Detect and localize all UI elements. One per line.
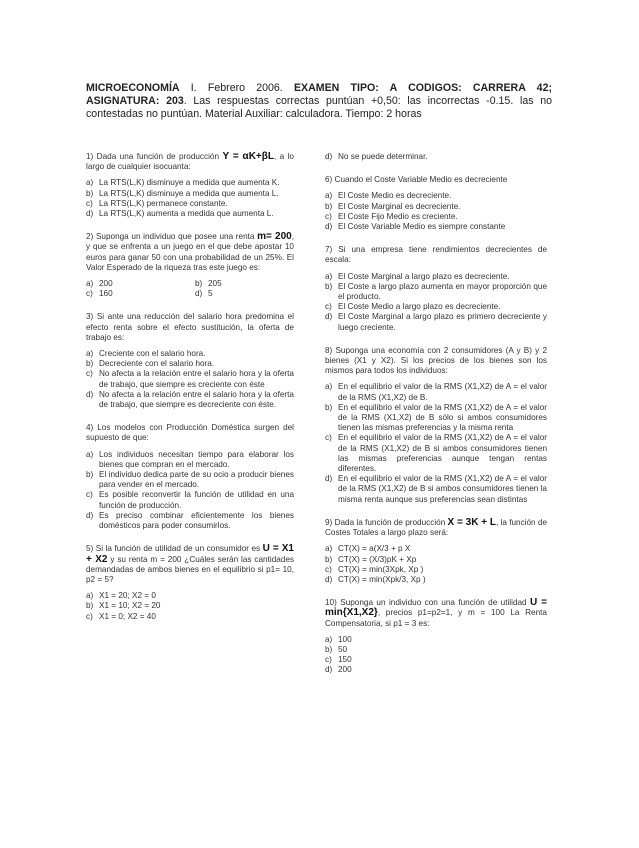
option-letter: d) [325,222,333,232]
option-text: El Coste Variable Medio es siempre constante [338,222,506,232]
answer-option [325,302,547,312]
answer-option [325,152,547,162]
option-text: Es posible reconvertir la función de utilidad en una función de producción. [99,490,294,510]
option-letter: d) [195,289,203,299]
option-letter: b) [325,281,333,291]
stem-formula: X = 3K + L [447,516,496,528]
option-letter: b) [325,554,333,564]
question-stem [325,598,547,629]
option-text: El Coste Marginal a largo plazo es primero decreciente y luego creciente. [338,312,547,332]
exam-date: I. Febrero 2006. [179,82,294,94]
answer-option [325,474,547,505]
option-text: No se puede determinar. [338,152,428,161]
option-letter: a) [86,178,94,188]
option-text: La RTS(L,K) disminuye a medida que aumenta L. [99,188,279,198]
stem-formula: m= 200 [257,231,292,243]
option-letter: a) [86,349,94,359]
question-stem [325,175,547,185]
option-letter: c) [325,302,332,312]
option-text: En el equilibrio el valor de la RMS (X1,X2) de A = el valor de la RMS (X1,X2) de B. [338,382,547,402]
option-text: X1 = 20; X2 = 0 [99,591,156,601]
answer-option [325,565,547,575]
option-letter: a) [325,382,333,392]
stem-text: 6) Cuando el Coste Variable Medio es decreciente [325,175,508,185]
stem-text: 9) Dada la función de producción [325,517,448,527]
question-stem [325,245,547,265]
option-letter: c) [325,211,332,221]
option-letter: c) [325,433,332,443]
option-text: En el equilibrio el valor de la RMS (X1,X2) de A = el valor de la RMS (X1,X2) de B si ambos consumidores tienen la misma renta aunque sus preferencias sean distintas [338,474,547,504]
option-letter: b) [195,279,203,289]
question [325,598,547,675]
question-stem [86,312,294,343]
option-text: Decreciente con el salario hora. [99,359,215,369]
option-letter: a) [325,544,333,554]
answer-option [325,635,547,645]
stem-formula: U = X1 + X2 [86,543,294,565]
exam-code: EXAMEN TIPO: A CODIGOS: CARRERA 42; ASIGNATURA: 203 [86,82,552,107]
stem-text: 4) Los modelos con Producción Doméstica surgen del supuesto de que: [86,423,294,443]
stem-text: 2) Suponga un individuo que posee una renta [86,232,258,242]
option-text: 50 [338,644,348,654]
answer-option [325,382,547,402]
option-text: La RTS(L,K) aumenta a medida que aumenta L. [99,209,274,219]
answer-option [86,189,294,199]
answer-option [86,279,185,289]
answer-option [325,655,547,665]
stem-formula: Y = αK+βL [222,151,274,162]
answer-option [86,349,294,359]
option-letter: b) [86,359,94,369]
answer-option [195,289,294,299]
option-text: Creciente con el salario hora. [99,349,206,359]
stem-text: 10) Suponga un individuo con una función de utilidad [325,598,531,608]
option-text: CT(X) = a(X/3 + p X [338,544,411,554]
answer-option [325,282,547,302]
stem-text: 5) Si la función de utilidad de un consumidor es [86,544,263,554]
stem-text: 7) Si una empresa tiene rendimientos decrecientes de escala: [325,245,547,265]
question-stem [86,423,294,443]
option-letter: d) [325,312,333,322]
question-stem [86,152,294,172]
option-text: 205 [208,279,222,289]
option-letter: a) [86,279,94,289]
question [325,175,547,232]
left-column [86,152,294,635]
answer-option [325,433,547,474]
stem-text: 3) Si ante una reducción del salario hora predomina el efecto renta sobre el efecto sustitución, la oferta de trabajo es: [86,312,294,342]
option-text: 160 [99,289,113,299]
stem-formula: U = min{X1,X2} [325,597,547,619]
option-letter: c) [86,198,93,208]
option-letter: a) [325,634,333,644]
stem-text-after: , a lo largo de cualquier isocuanta: [86,152,294,172]
option-text: La RTS(L,K) disminuye a medida que aumenta K. [99,178,280,188]
option-letter: b) [86,188,94,198]
options-grid [86,279,294,299]
option-text: No afecta a la relación entre el salario hora y la oferta de trabajo, que siempre es creciente con éste [99,369,294,389]
option-letter: b) [86,470,94,480]
exam-header [86,82,552,121]
option-letter: c) [86,490,93,500]
option-text: El Coste Fijo Medio es creciente. [338,211,458,221]
question [325,346,547,505]
option-text: X1 = 0; X2 = 40 [99,611,156,621]
option-text: En el equilibrio el valor de la RMS (X1,X2) de A = el valor de la RMS (X1,X2) de B sólo si ambos consumidores tienen las mismas preferencias y la misma renta [338,402,547,433]
option-text: 200 [99,279,113,289]
option-letter: a) [325,191,333,201]
question [86,544,294,621]
option-letter: d) [325,474,333,484]
option-letter: d) [325,665,333,675]
answer-option [86,390,294,410]
stem-text-after: , y que se enfrenta a un juego en el que debe apostar 10 euros para ganar 50 con una probabilidad de un 25%. El Valor Esperado de la riqueza tras este juego es: [86,232,294,272]
option-text: 100 [338,634,352,644]
question [86,312,294,410]
answer-option [325,272,547,282]
option-text: No afecta a la relación entre el salario hora y la oferta de trabajo, que siempre es decreciente con éste. [99,389,294,410]
option-letter: b) [325,402,333,412]
answer-option [86,470,294,490]
answer-option [325,575,547,585]
stem-text: 8) Suponga una economía con 2 consumidores (A y B) y 2 bienes (X1 y X2). Si los precios de los bienes son los mismos para todos los individuos: [325,345,547,376]
answer-option [325,191,547,201]
answer-option [325,645,547,655]
question [86,152,294,219]
answer-option [86,511,294,531]
answer-option [86,359,294,369]
option-text: El Coste Medio a largo plazo es decreciente. [338,302,501,312]
stem-text-after: y su renta m = 200 ¿Cuáles serán las cantidades demandadas de ambos bienes en el equilibrio si p1= 10, p2 = 5? [86,554,294,584]
answer-option [86,450,294,470]
option-letter: d) [86,389,94,399]
option-letter: b) [325,644,333,654]
answer-option [86,289,185,299]
option-text: 200 [338,665,352,675]
option-text: CT(X) = (X/3)pK + Xp [338,554,417,564]
answer-option [86,369,294,389]
answer-option [86,591,294,601]
option-text: El Coste Marginal es decreciente. [338,201,461,211]
option-letter: c) [86,611,93,621]
question [325,152,547,162]
course-title: MICROECONOMÍA [86,82,180,94]
answer-option [325,555,547,565]
option-letter: c) [86,369,93,379]
option-text: En el equilibrio el valor de la RMS (X1,X2) de A = el valor de la RMS (X1,X2) de B si ambos consumidores tienen las mismas preferencias aunque tengan rentas diferentes. [338,433,547,474]
option-letter: d) [86,209,94,219]
option-text: El Coste Medio es decreciente. [338,191,452,201]
option-letter: b) [325,201,333,211]
exam-instructions: . Las respuestas correctas puntúan +0,50: las incorrectas -0.15. las no contestadas no puntúan. Material Auxiliar: calculadora. Tiempo: 2 horas [86,95,553,120]
answer-option [325,212,547,222]
option-text: El individuo dedica parte de su ocio a producir bienes para vender en el mercado. [99,470,294,490]
answer-option [86,178,294,188]
answer-option [325,403,547,434]
option-letter: d) [86,510,94,520]
stem-text: 1) Dada una función de producción [86,152,223,161]
option-letter: c) [86,289,93,299]
option-letter: d) [325,574,333,584]
right-column [325,152,547,689]
stem-text-after: , precios p1=p2=1, y m = 100 La Renta Compensatoria, si p1 = 3 es: [325,608,547,628]
question [325,245,547,333]
answer-option [325,665,547,675]
option-letter: c) [325,655,332,665]
option-text: El Coste a largo plazo aumenta en mayor proporción que el producto. [338,281,547,302]
answer-option [86,199,294,209]
option-text: CT(X) = min(Xpk/3, Xp ) [338,574,426,584]
option-letter: b) [86,601,94,611]
option-text: Es preciso combinar eficientemente los bienes domésticos para poder consumirlos. [99,510,294,531]
option-letter: a) [86,449,94,459]
answer-option [86,612,294,622]
answer-option [195,279,294,289]
stem-text-after: , la función de Costes Totales a largo plazo será: [325,517,547,538]
question-stem [325,518,547,538]
question [86,423,294,531]
option-text: X1 = 10; X2 = 20 [99,601,161,611]
option-text: Los individuos necesitan tiempo para elaborar los bienes que compran en el mercado. [99,449,294,469]
option-letter: c) [325,564,332,574]
question-stem [86,232,294,273]
option-text: El Coste Marginal a largo plazo es decreciente. [338,271,510,281]
question [325,518,547,585]
question-stem [325,346,547,377]
answer-option [325,202,547,212]
answer-option [86,209,294,219]
answer-option [325,312,547,332]
option-letter: a) [325,271,333,281]
answer-option [325,544,547,554]
option-text: La RTS(L,K) permanece constante. [99,198,228,208]
option-letter: d) [325,152,333,161]
answer-option [86,490,294,510]
answer-option [325,222,547,232]
option-text: 150 [338,655,352,665]
option-text: CT(X) = min(3Xpk, Xp ) [338,564,424,574]
option-letter: a) [86,591,94,601]
option-text: 5 [208,289,213,299]
answer-option [86,601,294,611]
question [86,232,294,299]
question-stem [86,544,294,585]
